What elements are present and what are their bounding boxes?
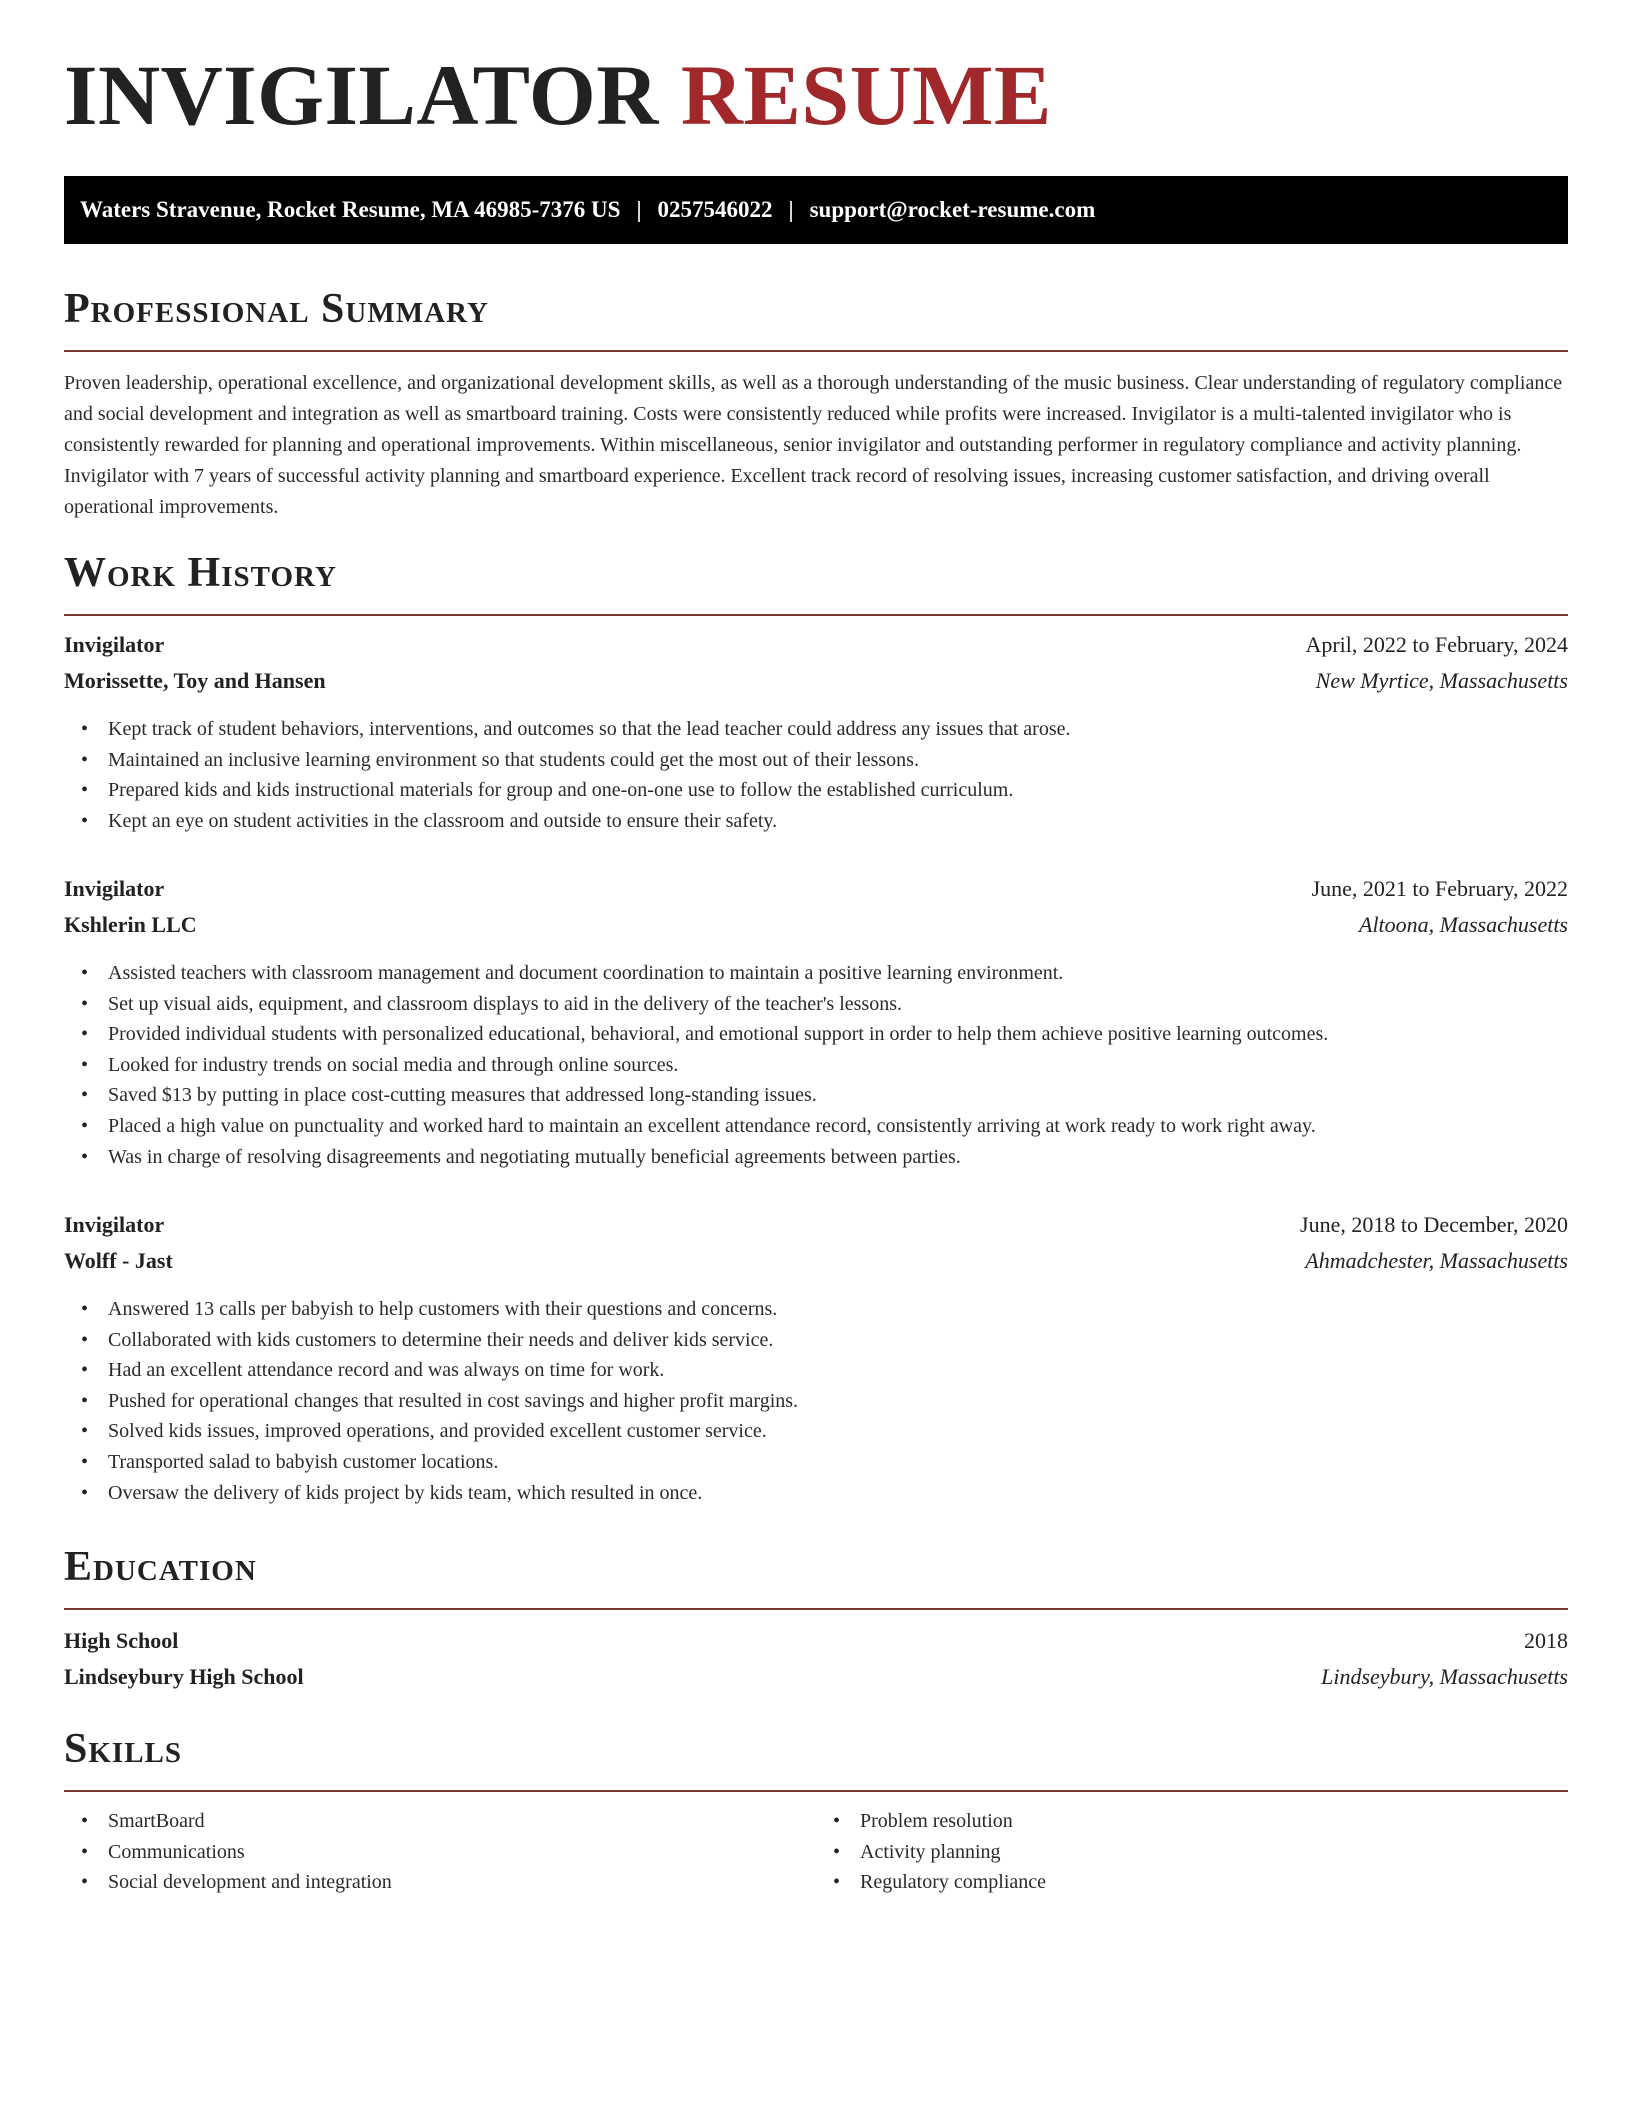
- list-item: • Was in charge of resolving disagreements and negotiating mutually beneficial agreements between parties.: [108, 1142, 1568, 1173]
- summary-section: [64, 288, 1568, 523]
- skills-list-right: [816, 1806, 1568, 1898]
- list-item: • Placed a high value on punctuality and worked hard to maintain an excellent attendance record, consistently arriving at work ready to work right away.: [108, 1111, 1568, 1142]
- job-entry: [64, 876, 1568, 1172]
- contact-separator: |: [788, 197, 794, 222]
- skill-item: • Social development and integration: [108, 1867, 816, 1898]
- list-item: • Assisted teachers with classroom management and document coordination to maintain a positive learning environment.: [108, 958, 1568, 989]
- skills-section: [64, 1728, 1568, 1898]
- job-dates: April, 2022 to February, 2024: [1305, 632, 1568, 657]
- contact-separator: |: [636, 197, 642, 222]
- work-history-heading: Work History: [64, 550, 337, 596]
- job-title: Invigilator: [64, 632, 165, 657]
- skill-item: • SmartBoard: [108, 1806, 816, 1837]
- education-heading: Education: [64, 1544, 257, 1590]
- job-company: Kshlerin LLC: [64, 912, 197, 937]
- section-divider: [64, 350, 1568, 352]
- list-item: • Answered 13 calls per babyish to help customers with their questions and concerns.: [108, 1294, 1568, 1325]
- skill-item: • Communications: [108, 1837, 816, 1868]
- summary-heading: Professional Summary: [64, 286, 489, 332]
- list-item: • Had an excellent attendance record and was always on time for work.: [108, 1355, 1568, 1386]
- list-item: • Solved kids issues, improved operations, and provided excellent customer service.: [108, 1416, 1568, 1447]
- title-part-2: RESUME: [680, 47, 1052, 143]
- list-item: • Kept track of student behaviors, interventions, and outcomes so that the lead teacher could address any issues that arose.: [108, 714, 1568, 745]
- contact-email: support@rocket-resume.com: [809, 197, 1096, 222]
- education-year: 2018: [1524, 1628, 1568, 1653]
- education-school: Lindseybury High School: [64, 1664, 304, 1689]
- education-degree: High School: [64, 1628, 179, 1653]
- job-header-row: [64, 1212, 1568, 1248]
- education-school-row: [64, 1664, 1568, 1700]
- list-item: • Maintained an inclusive learning environment so that students could get the most out of their lessons.: [108, 745, 1568, 776]
- work-history-section: [64, 552, 1568, 616]
- job-duties-list: [64, 958, 1568, 1172]
- section-divider: [64, 614, 1568, 616]
- list-item: • Saved $13 by putting in place cost-cutting measures that addressed long-standing issues.: [108, 1080, 1568, 1111]
- list-item: • Prepared kids and kids instructional materials for group and one-on-one use to follow the established curriculum.: [108, 775, 1568, 806]
- job-company: Wolff - Jast: [64, 1248, 173, 1273]
- job-company: Morissette, Toy and Hansen: [64, 668, 326, 693]
- summary-text: Proven leadership, operational excellence, and organizational development skills, as well as a thorough understanding of the music business. Clear understanding of regulatory compliance and social development and integration as well as smartboard training. Costs were consistently reduced while profits were increased. Invigilator is a multi-talented invigilator who is consistently rewarded for planning and operational improvements. Within miscellaneous, senior invigilator and outstanding performer in regulatory compliance and activity planning. Invigilator with 7 years of successful activity planning and smartboard experience. Excellent track record of resolving issues, increasing customer satisfaction, and driving overall operational improvements.: [64, 372, 1563, 518]
- job-location: Altoona, Massachusetts: [1359, 912, 1568, 937]
- skills-columns: [64, 1806, 1568, 1898]
- contact-bar: [64, 176, 1568, 244]
- education-entry: [64, 1628, 1568, 1700]
- job-location: New Myrtice, Massachusetts: [1315, 668, 1568, 693]
- job-company-row: [64, 668, 1568, 704]
- job-entry: [64, 632, 1568, 836]
- job-location: Ahmadchester, Massachusetts: [1305, 1248, 1568, 1273]
- job-company-row: [64, 912, 1568, 948]
- job-title: Invigilator: [64, 1212, 165, 1237]
- list-item: • Provided individual students with personalized educational, behavioral, and emotional support in order to help them achieve positive learning outcomes.: [108, 1019, 1568, 1050]
- skills-heading: Skills: [64, 1726, 183, 1772]
- resume-title: [64, 47, 1052, 143]
- list-item: • Set up visual aids, equipment, and classroom displays to aid in the delivery of the teacher's lessons.: [108, 989, 1568, 1020]
- section-divider: [64, 1790, 1568, 1792]
- job-duties-list: [64, 714, 1568, 836]
- job-dates: June, 2021 to February, 2022: [1311, 876, 1568, 901]
- job-company-row: [64, 1248, 1568, 1284]
- title-part-1: INVIGILATOR: [64, 47, 659, 143]
- list-item: • Kept an eye on student activities in the classroom and outside to ensure their safety.: [108, 806, 1568, 837]
- job-entry: [64, 1212, 1568, 1508]
- list-item: • Pushed for operational changes that resulted in cost savings and higher profit margins.: [108, 1386, 1568, 1417]
- section-divider: [64, 1608, 1568, 1610]
- education-location: Lindseybury, Massachusetts: [1321, 1664, 1568, 1689]
- contact-address: Waters Stravenue, Rocket Resume, MA 46985-7376 US: [80, 197, 621, 222]
- skills-list-left: [64, 1806, 816, 1898]
- job-title: Invigilator: [64, 876, 165, 901]
- job-header-row: [64, 876, 1568, 912]
- job-header-row: [64, 632, 1568, 668]
- education-degree-row: [64, 1628, 1568, 1664]
- list-item: • Looked for industry trends on social media and through online sources.: [108, 1050, 1568, 1081]
- education-section: [64, 1546, 1568, 1700]
- skill-item: • Regulatory compliance: [860, 1867, 1568, 1898]
- skill-item: • Problem resolution: [860, 1806, 1568, 1837]
- skill-item: • Activity planning: [860, 1837, 1568, 1868]
- job-duties-list: [64, 1294, 1568, 1508]
- list-item: • Transported salad to babyish customer locations.: [108, 1447, 1568, 1478]
- list-item: • Collaborated with kids customers to determine their needs and deliver kids service.: [108, 1325, 1568, 1356]
- job-dates: June, 2018 to December, 2020: [1300, 1212, 1568, 1237]
- contact-phone: 0257546022: [657, 197, 773, 222]
- list-item: • Oversaw the delivery of kids project by kids team, which resulted in once.: [108, 1478, 1568, 1509]
